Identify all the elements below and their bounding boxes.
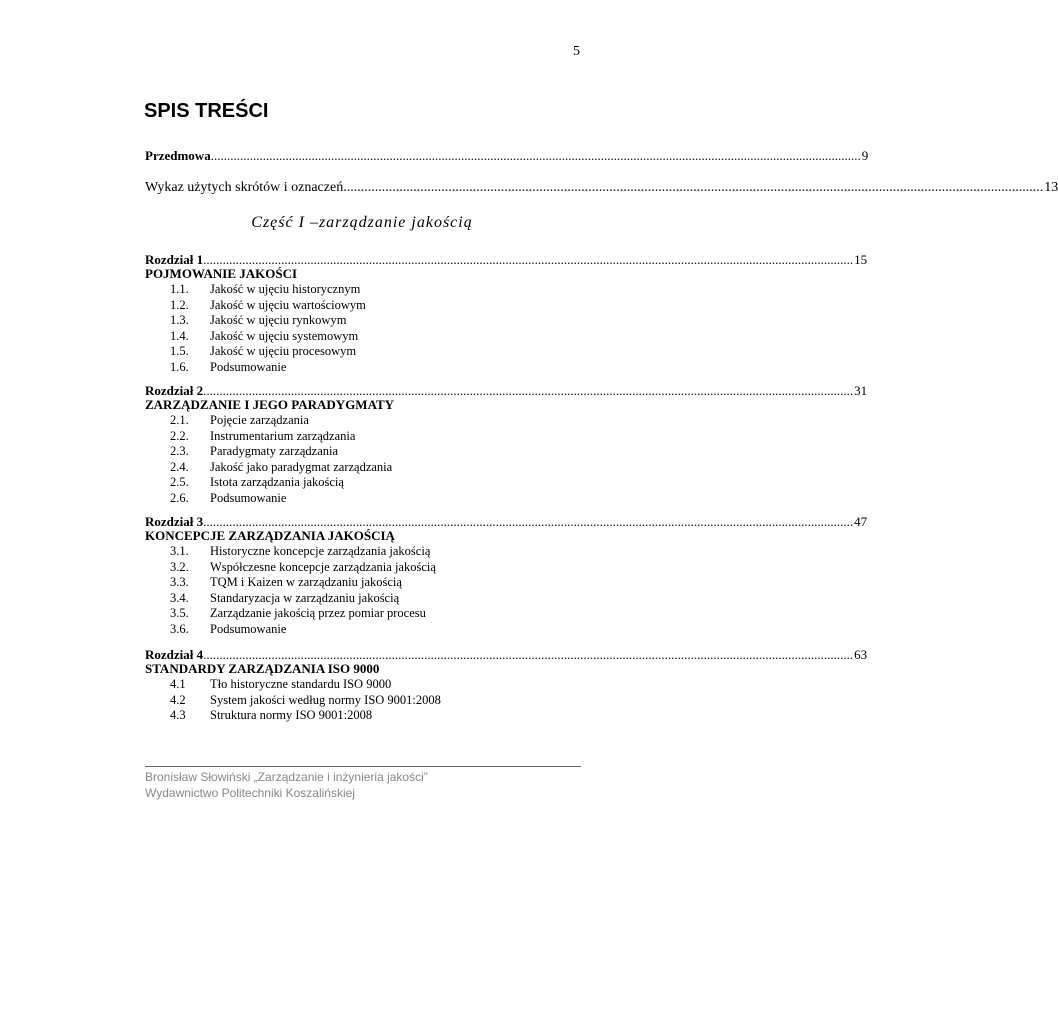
abbreviations-label: Wykaz użytych skrótów i oznaczeń (145, 180, 344, 195)
chapter-page: 47 (854, 514, 868, 529)
section-title: Paradygmaty zarządzania (210, 444, 339, 458)
section-number: 2.5. (170, 475, 189, 489)
section-entry[interactable] (170, 591, 399, 606)
footer-author-title: Bronisław Słowiński „Zarządzanie i inżynieria jakości” (145, 770, 428, 784)
part-title: Część I –zarządzanie jakością (251, 214, 473, 231)
page-number: 5 (573, 44, 580, 59)
leader-dots: ........................................................................................................................................................................................................ (203, 383, 854, 398)
section-title: Standaryzacja w zarządzaniu jakością (210, 590, 400, 605)
chapter-label: Rozdział 4 (145, 647, 204, 662)
abbreviations-page: 13 (1044, 180, 1058, 195)
section-title: Zarządzanie jakością przez pomiar procesu (210, 606, 426, 620)
section-number: 3.2. (170, 559, 189, 574)
section-title: Jakość w ujęciu rynkowym (210, 313, 347, 327)
section-title: Pojęcie zarządzania (210, 413, 309, 427)
footer-divider (145, 766, 581, 767)
footer-publisher: Wydawnictwo Politechniki Koszalińskiej (145, 786, 355, 800)
preface-page: 9 (861, 148, 869, 163)
chapter-label: Rozdział 3 (145, 514, 204, 529)
leader-dots: ........................................................................................................................................................................................................ (203, 252, 854, 267)
section-number: 1.5. (170, 344, 189, 358)
section-entry[interactable] (170, 475, 344, 490)
section-entry[interactable] (170, 344, 356, 359)
section-number: 2.3. (170, 444, 189, 458)
section-number: 4.3 (170, 708, 186, 722)
section-title: System jakości według normy ISO 9001:2008 (210, 692, 441, 707)
chapter-title: KONCEPCJE ZARZĄDZANIA JAKOŚCIĄ (145, 528, 395, 543)
section-title: Podsumowanie (210, 490, 287, 505)
section-title: Tło historyczne standardu ISO 9000 (210, 677, 392, 691)
section-entry[interactable] (170, 429, 355, 444)
section-number: 1.3. (170, 313, 189, 327)
section-number: 3.6. (170, 621, 189, 636)
preface-entry[interactable] (145, 148, 869, 164)
section-title: TQM i Kaizen w zarządzaniu jakością (210, 575, 402, 589)
abbreviations-entry[interactable] (145, 180, 1058, 196)
chapter-title: ZARZĄDZANIE I JEGO PARADYGMATY (145, 397, 395, 412)
section-number: 3.5. (170, 606, 189, 620)
leader-dots: ........................................................................................................................................................................................................ (210, 148, 861, 163)
section-number: 2.6. (170, 490, 189, 505)
section-number: 1.1. (170, 282, 189, 296)
preface-label: Przedmowa (145, 148, 211, 163)
section-title: Instrumentarium zarządzania (210, 428, 356, 443)
section-title: Współczesne koncepcje zarządzania jakością (210, 559, 436, 574)
section-title: Jakość w ujęciu wartościowym (210, 297, 366, 312)
section-number: 3.1. (170, 544, 189, 558)
chapter-title: STANDARDY ZARZĄDZANIA ISO 9000 (145, 661, 380, 676)
section-entry[interactable] (170, 282, 360, 297)
section-number: 2.2. (170, 428, 189, 443)
leader-dots: ........................................................................................................................................................................................................ (343, 180, 1044, 195)
section-entry[interactable] (170, 329, 358, 344)
section-number: 1.4. (170, 328, 189, 343)
section-number: 4.1 (170, 677, 186, 691)
section-title: Struktura normy ISO 9001:2008 (210, 708, 373, 722)
section-entry[interactable] (170, 693, 441, 708)
leader-dots: ........................................................................................................................................................................................................ (203, 647, 854, 662)
section-number: 3.3. (170, 575, 189, 589)
section-entry[interactable] (170, 413, 309, 428)
section-entry[interactable] (170, 708, 372, 723)
section-title: Jakość w ujęciu historycznym (210, 282, 361, 296)
section-number: 2.4. (170, 459, 189, 474)
section-entry[interactable] (170, 606, 426, 621)
section-entry[interactable] (170, 491, 286, 506)
section-title: Jakość w ujęciu systemowym (210, 328, 359, 343)
section-entry[interactable] (170, 677, 391, 692)
section-entry[interactable] (170, 313, 346, 328)
chapter-page: 31 (854, 383, 868, 398)
chapter-page: 63 (854, 647, 868, 662)
chapter-label: Rozdział 1 (145, 252, 204, 267)
section-title: Historyczne koncepcje zarządzania jakością (210, 544, 431, 558)
section-entry[interactable] (170, 622, 286, 637)
toc-title: SPIS TREŚCI (144, 100, 269, 122)
section-title: Podsumowanie (210, 359, 287, 374)
section-number: 1.2. (170, 297, 189, 312)
chapter-title: POJMOWANIE JAKOŚCI (145, 266, 298, 281)
section-title: Istota zarządzania jakością (210, 475, 344, 489)
section-number: 1.6. (170, 359, 189, 374)
section-title: Jakość w ujęciu procesowym (210, 344, 357, 358)
section-entry[interactable] (170, 298, 366, 313)
section-number: 3.4. (170, 590, 189, 605)
section-entry[interactable] (170, 560, 436, 575)
chapter-page: 15 (854, 252, 868, 267)
section-title: Jakość jako paradygmat zarządzania (210, 459, 393, 474)
chapter-label: Rozdział 2 (145, 383, 204, 398)
section-number: 2.1. (170, 413, 189, 427)
section-entry[interactable] (170, 460, 392, 475)
section-title: Podsumowanie (210, 621, 287, 636)
section-entry[interactable] (170, 444, 338, 459)
section-entry[interactable] (170, 575, 402, 590)
section-entry[interactable] (170, 544, 430, 559)
section-number: 4.2 (170, 692, 186, 707)
leader-dots: ........................................................................................................................................................................................................ (203, 514, 854, 529)
section-entry[interactable] (170, 360, 286, 375)
